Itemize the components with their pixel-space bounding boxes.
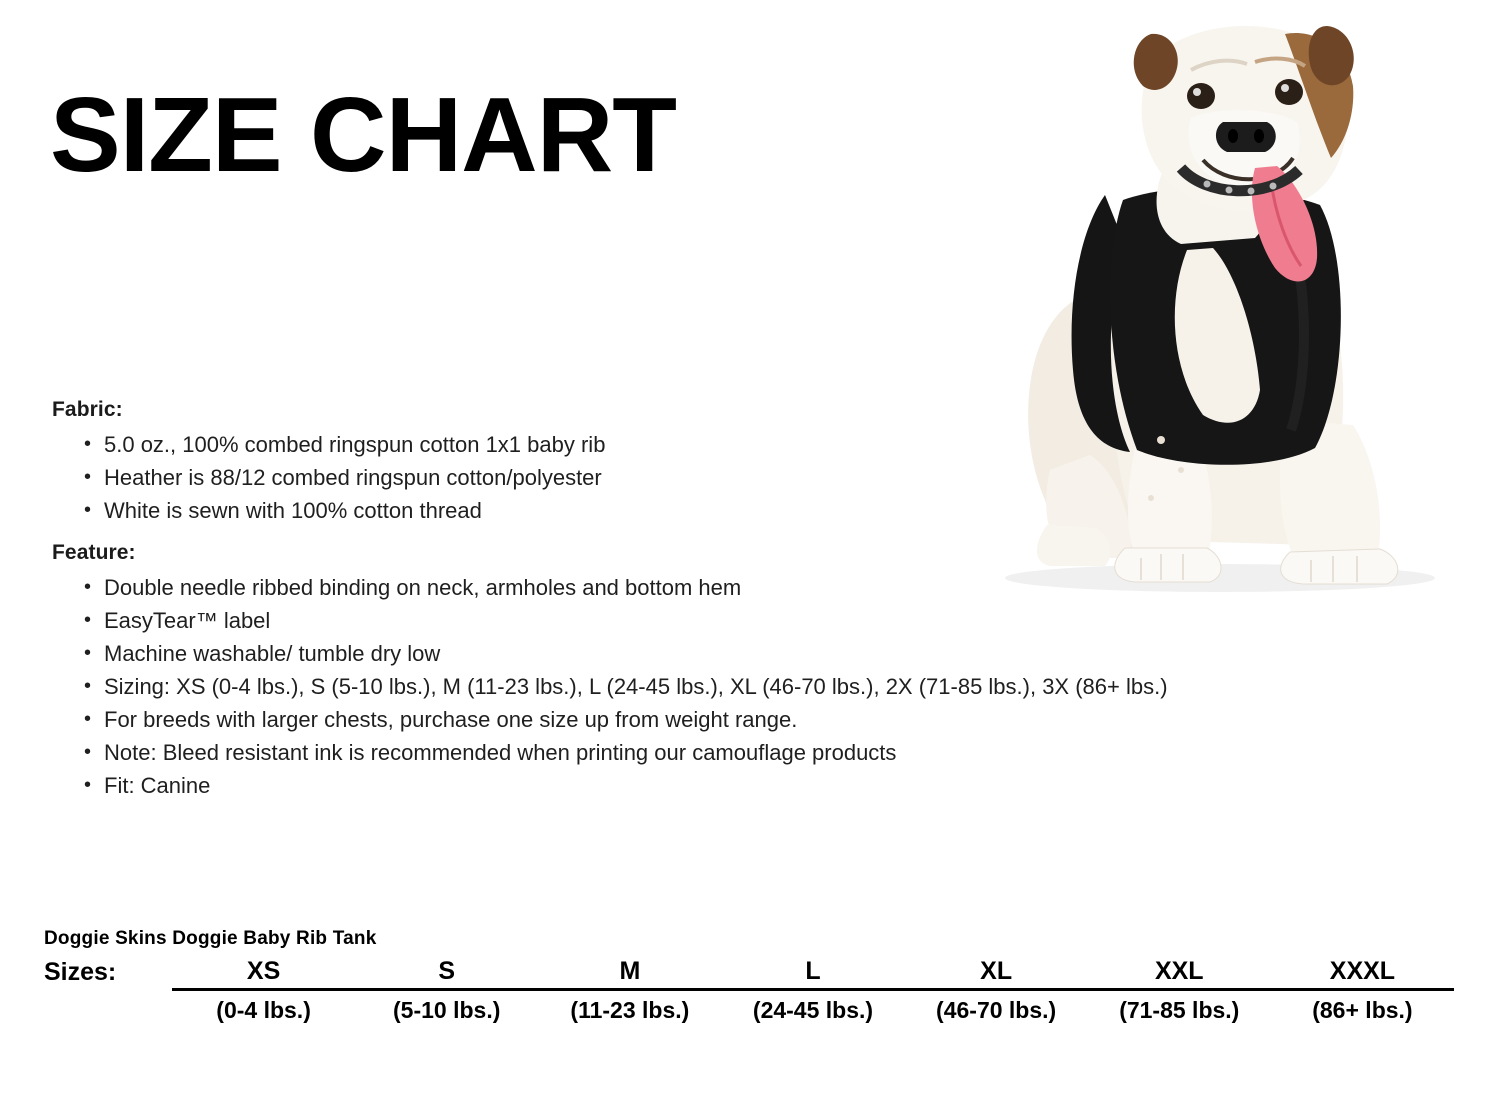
table-row-sizes: [44, 957, 1454, 990]
product-photo: [955, 0, 1475, 600]
page-title: SIZE CHART: [50, 76, 676, 194]
list-item: • Note: Bleed resistant ink is recommended when printing our camouflage products: [84, 736, 1472, 769]
bulldog-illustration: [955, 0, 1475, 600]
weight-m: (11-23 lbs.): [570, 997, 690, 1023]
list-item: • 5.0 oz., 100% combed ringspun cotton 1x1 baby rib: [84, 428, 1472, 461]
size-header-s: S: [355, 957, 538, 990]
weight-s: (5-10 lbs.): [393, 997, 501, 1023]
list-item: • Double needle ribbed binding on neck, armholes and bottom hem: [84, 571, 1472, 604]
weight-xxxl: (86+ lbs.): [1312, 997, 1413, 1023]
weights-row-label: [44, 990, 172, 1025]
size-header-xl: XL: [905, 957, 1088, 990]
size-header-xs: XS: [172, 957, 355, 990]
list-item: • EasyTear™ label: [84, 604, 1472, 637]
weight-xl: (46-70 lbs.): [936, 997, 1057, 1023]
fabric-heading: Fabric:: [52, 398, 123, 421]
list-item: • Fit: Canine: [84, 769, 1472, 802]
list-item: • White is sewn with 100% cotton thread: [84, 494, 1472, 527]
size-header-xxl: XXL: [1088, 957, 1271, 990]
sizes-table: [44, 957, 1454, 1024]
size-header-xxxl: XXXL: [1271, 957, 1454, 990]
list-item: • Heather is 88/12 combed ringspun cotton/polyester: [84, 461, 1472, 494]
list-item: • Sizing: XS (0-4 lbs.), S (5-10 lbs.), M (11-23 lbs.), L (24-45 lbs.), XL (46-70 lbs.), 2X (71-85 lbs.), 3X (86+ lbs.): [84, 670, 1472, 703]
list-item: • For breeds with larger chests, purchase one size up from weight range.: [84, 703, 1472, 736]
weight-xxl: (71-85 lbs.): [1119, 997, 1240, 1023]
size-header-l: L: [721, 957, 904, 990]
size-table: [44, 928, 1454, 1024]
feature-heading: Feature:: [52, 541, 136, 564]
weight-xs: (0-4 lbs.): [216, 997, 311, 1023]
size-header-m: M: [538, 957, 721, 990]
sizes-row-label: Sizes:: [44, 957, 117, 986]
list-item: • Machine washable/ tumble dry low: [84, 637, 1472, 670]
table-caption: Doggie Skins Doggie Baby Rib Tank: [44, 928, 377, 949]
feature-list: [52, 571, 1472, 802]
table-row-weights: [44, 990, 1454, 1025]
weight-l: (24-45 lbs.): [752, 997, 874, 1023]
